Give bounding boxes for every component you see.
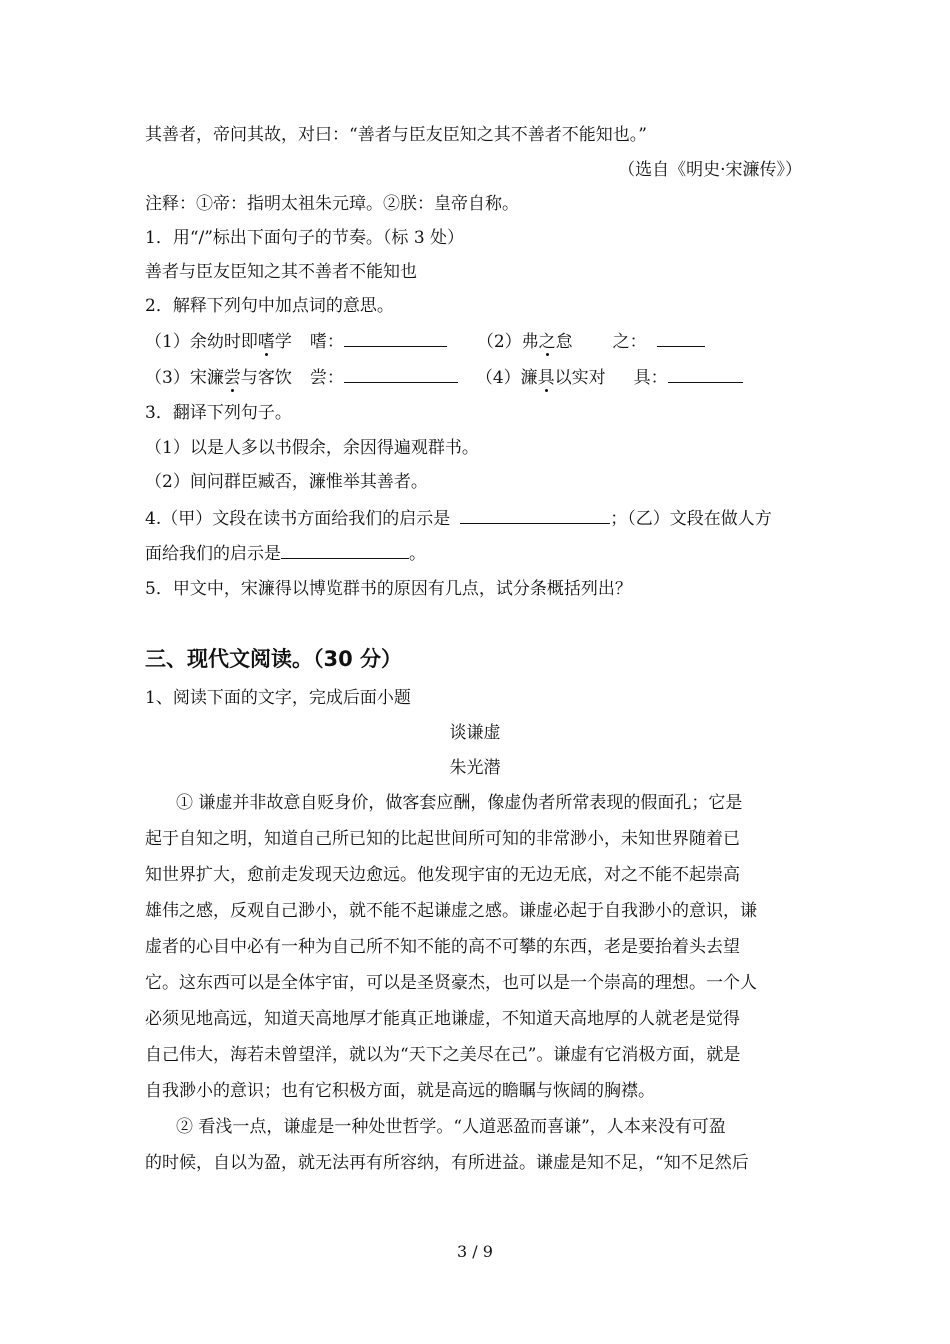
q2-item-1: （1）余幼时即嗜学 [145, 332, 292, 352]
question-3-item-2: （2）间问群臣臧否，濂惟举其善者。 [145, 472, 428, 492]
section-question-1: 1、阅读下面的文字，完成后面小题 [145, 688, 411, 708]
q2-item-2: （2）弗之怠 [476, 332, 573, 352]
q2-item-2-label: 之： [612, 332, 647, 352]
answer-blank[interactable] [460, 507, 610, 524]
question-1: 1．用“/”标出下面句子的节奏。（标 3 处） [145, 228, 465, 248]
section-title: 三、现代文阅读。（30 分） [145, 647, 403, 671]
article-title: 谈谦虚 [449, 723, 501, 743]
answer-blank[interactable] [657, 330, 705, 347]
question-2-row-2 [145, 366, 743, 389]
paragraph-1-line: ① 谦虚并非故意自贬身价，做客套应酬，像虚伪者所常表现的假面孔；它是 [176, 793, 743, 813]
q2-item-4: （4）濂具以实对 [475, 368, 606, 388]
q2-item-3-label: 尝： [309, 368, 344, 388]
question-5: 5．甲文中，宋濂得以博览群书的原因有几点，试分条概括列出？ [145, 579, 632, 599]
paragraph-1-line: 自我渺小的意识；也有它积极方面，就是高远的瞻瞩与恢阔的胸襟。 [145, 1081, 655, 1101]
source-citation: （选自《明史·宋濂传》） [618, 160, 802, 180]
q2-item-3: （3）宋濂尝与客饮 [145, 368, 292, 388]
answer-blank[interactable] [344, 330, 447, 347]
paragraph-1-line: 知世界扩大，愈前走发现天边愈远。他发现宇宙的无边无底，对之不能不起崇高 [145, 865, 740, 885]
answer-blank[interactable] [281, 542, 409, 559]
question-3: 3．翻译下列句子。 [145, 403, 292, 423]
paragraph-1-line: 自己伟大，海若未曾望洋，就以为“天下之美尽在己”。谦虚有它消极方面，就是 [145, 1045, 741, 1065]
q2-item-4-label: 具： [633, 368, 668, 388]
paragraph-1-line: 必须见地高远，知道天高地厚才能真正地谦虚，不知道天高地厚的人就老是觉得 [145, 1009, 740, 1029]
question-4-line-1: 4.（甲）文段在读书方面给我们的启示是 ；（乙）文段在做人方 [145, 509, 772, 529]
question-2: 2．解释下列句中加点词的意思。 [145, 296, 394, 316]
dotted-char: 之 [538, 332, 556, 352]
top-text-line: 其善者，帝问其故，对曰：“善者与臣友臣知之其不善者不能知也。” [145, 125, 647, 145]
annotation-notes: 注释：①帝：指明太祖朱元璋。②朕：皇帝自称。 [145, 194, 519, 214]
answer-blank[interactable] [344, 366, 458, 383]
question-3-item-1: （1）以是人多以书假余，余因得遍观群书。 [145, 438, 479, 458]
article-author: 朱光潜 [449, 758, 501, 778]
page-number: 3 / 9 [457, 1242, 493, 1261]
paragraph-1-line: 虚者的心目中必有一种为自己所不知不能的高不可攀的东西，老是要抬着头去望 [145, 937, 740, 957]
paragraph-1-line: 起于自知之明，知道自己所已知的比起世间所可知的非常渺小，未知世界随着已 [145, 829, 740, 849]
dotted-char: 嗜 [257, 332, 275, 352]
paragraph-1-line: 它。这东西可以是全体宇宙，可以是圣贤豪杰，也可以是一个崇高的理想。一个人 [145, 973, 757, 993]
dotted-char: 具 [537, 368, 555, 388]
answer-blank[interactable] [668, 366, 743, 383]
paragraph-1-line: 雄伟之感，反观自己渺小，就不能不起谦虚之感。谦虚必起于自我渺小的意识，谦 [145, 901, 757, 921]
paragraph-2-line: 的时候，自以为盈，就无法再有所容纳，有所进益。谦虚是知不足，“知不足然后 [145, 1153, 749, 1173]
question-4-line-2: 面给我们的启示是 。 [145, 544, 426, 564]
q2-item-1-label: 嗜： [309, 332, 344, 352]
dotted-char: 尝 [223, 368, 241, 388]
question-2-row-1 [145, 330, 705, 353]
paragraph-2-line: ② 看浅一点，谦虚是一种处世哲学。“人道恶盈而喜谦”，人本来没有可盈 [176, 1117, 726, 1137]
question-1-sentence: 善者与臣友臣知之其不善者不能知也 [145, 262, 417, 282]
